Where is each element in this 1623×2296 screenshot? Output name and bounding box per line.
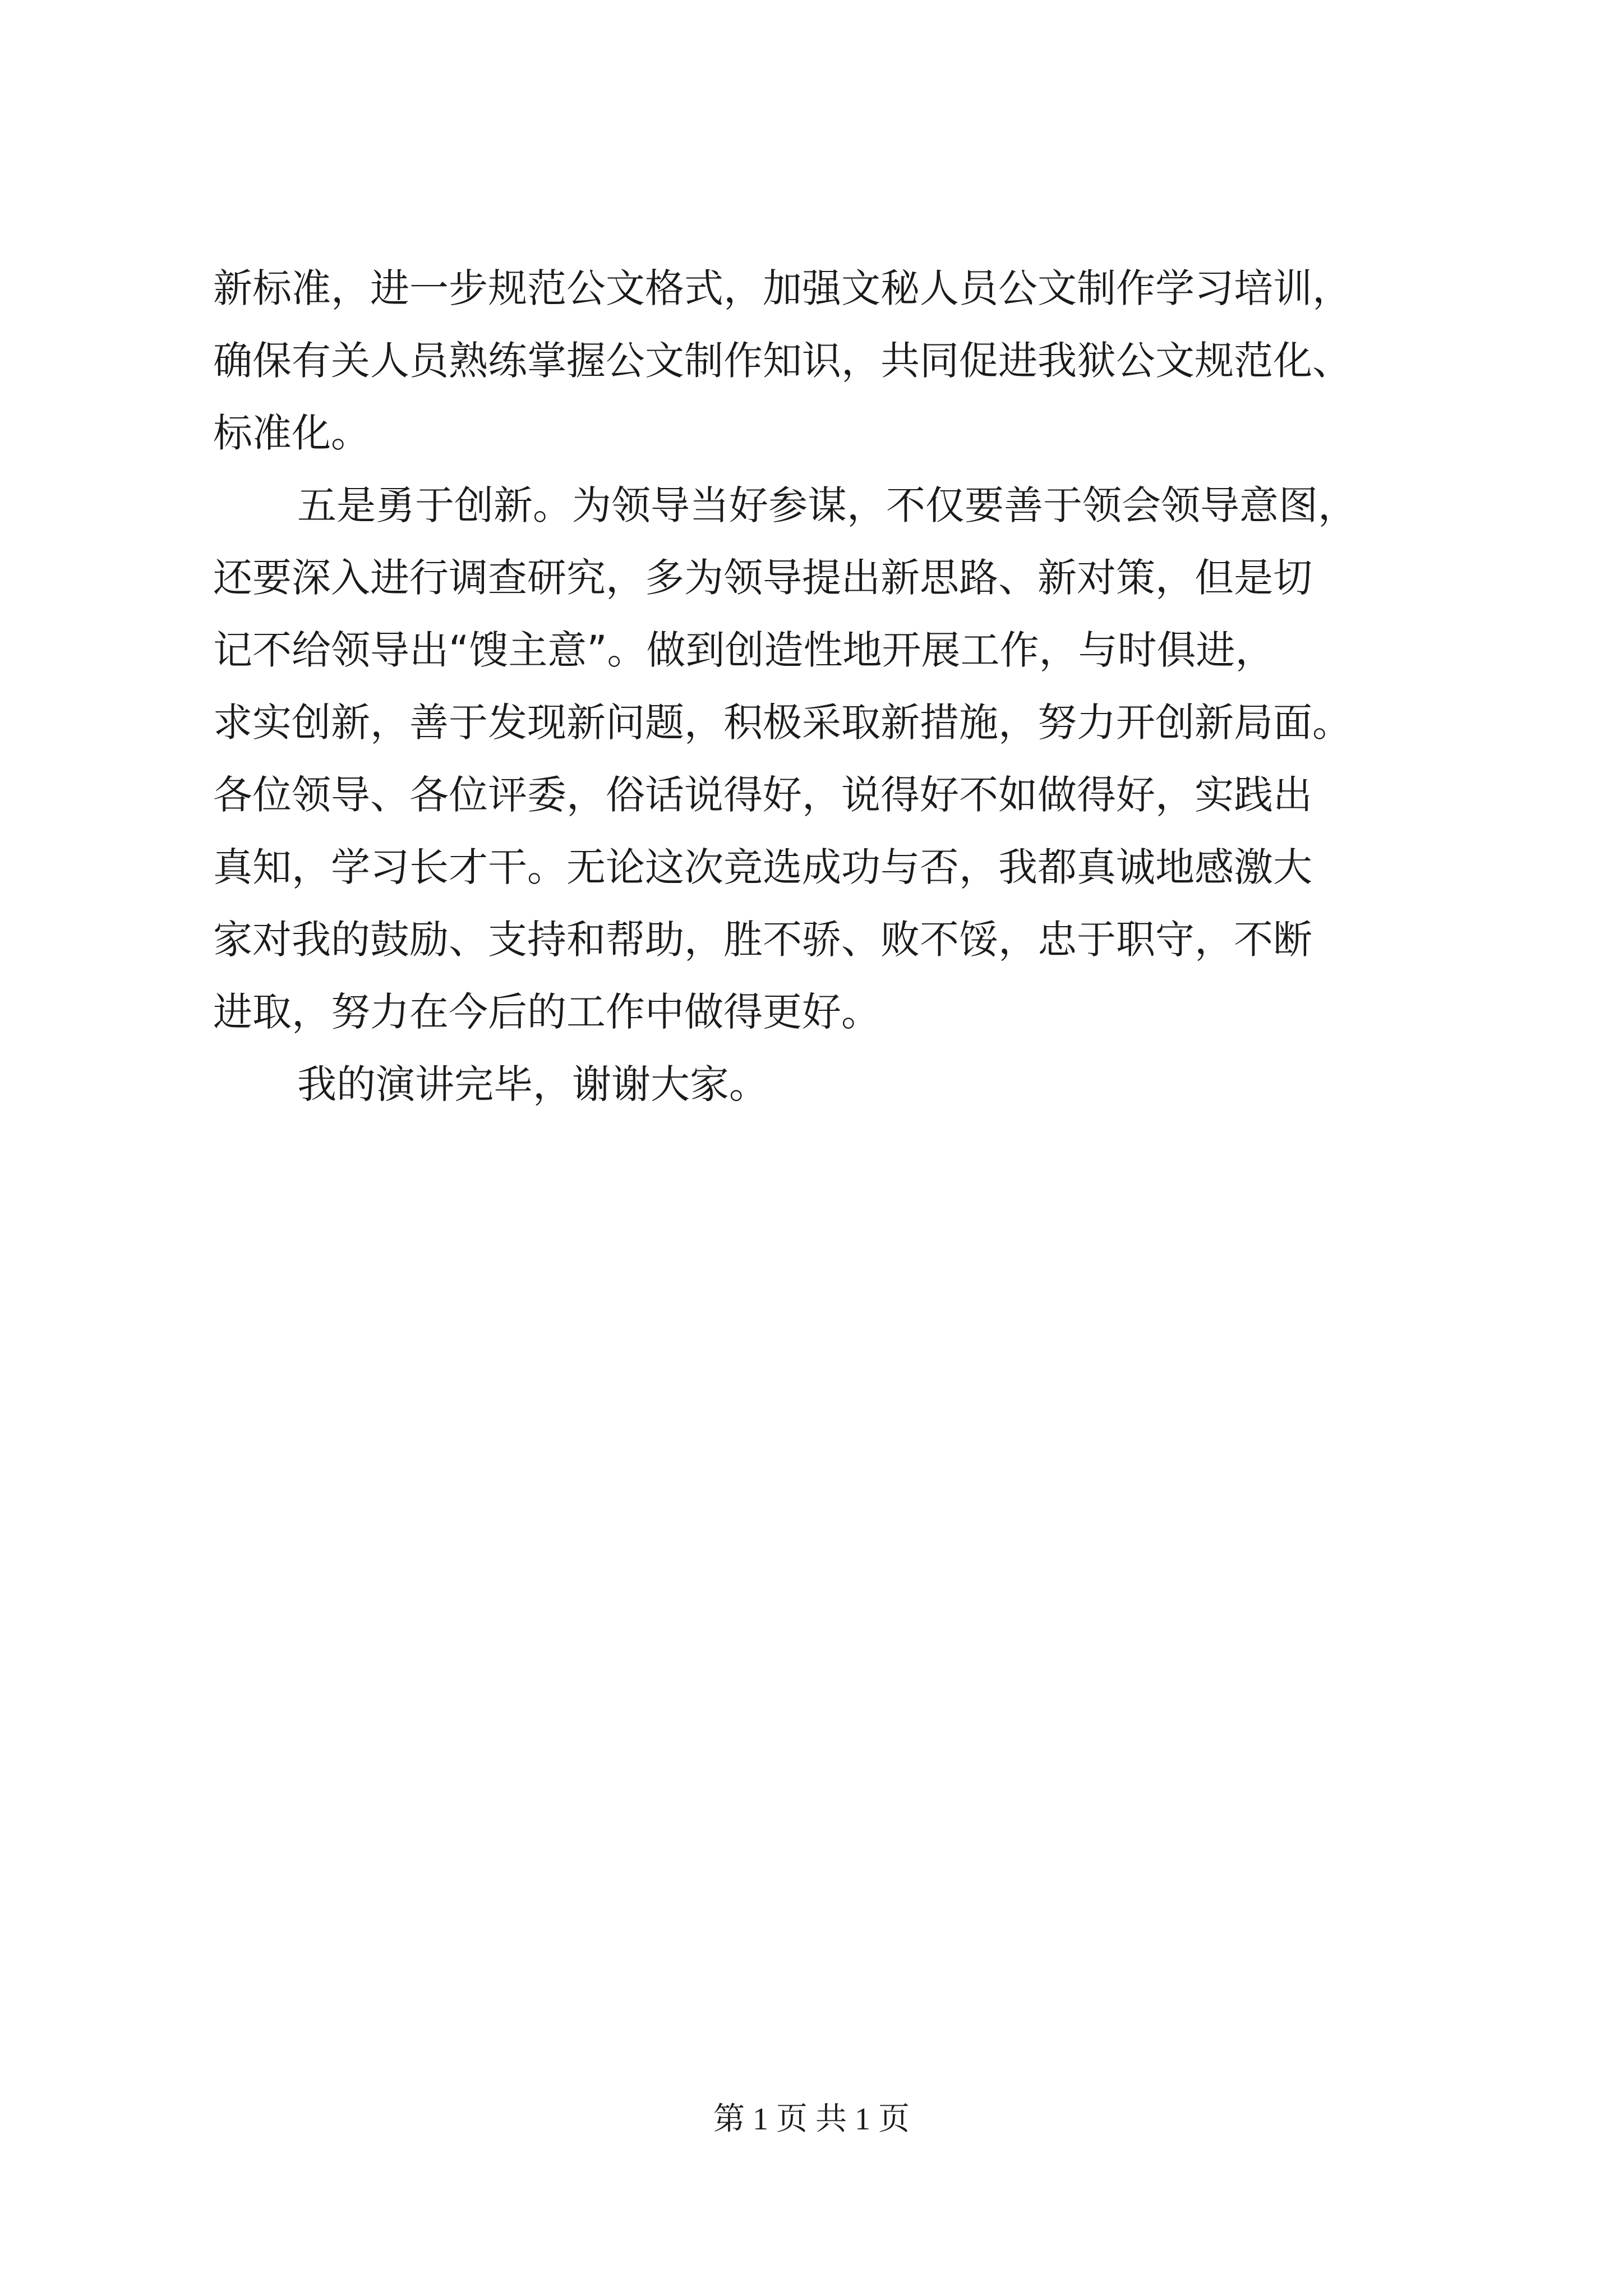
text-line: 新标准，进一步规范公文格式，加强文秘人员公文制作学习培训， [213,265,1352,311]
text-line: 求实创新，善于发现新问题，积极采取新措施，努力开创新局面。 [213,700,1352,746]
text-line: 进取，努力在今后的工作中做得更好。 [213,989,880,1035]
text-line: 还要深入进行调查研究，多为领导提出新思路、新对策，但是切 [213,555,1312,601]
text-line: 家对我的鼓励、支持和帮助，胜不骄、败不馁，忠于职守，不断 [213,917,1312,963]
text-line: 确保有关人员熟练掌握公文制作知识，共同促进我狱公文规范化、 [213,338,1352,384]
document-body [213,252,1475,1121]
page-number-footer: 第 1 页 共 1 页 [713,2102,910,2137]
text-line: 各位领导、各位评委，俗话说得好，说得好不如做得好，实践出 [213,772,1312,818]
closing-line: 我的演讲完毕，谢谢大家。 [297,1061,768,1107]
text-line: 标准化。 [213,410,370,456]
text-line: 记不给领导出“馊主意”。做到创造性地开展工作，与时俱进， [213,627,1275,673]
text-line: 真知，学习长才干。无论这次竞选成功与否，我都真诚地感激大 [213,844,1312,890]
paragraph-start-line: 五是勇于创新。为领导当好参谋，不仅要善于领会领导意图， [297,482,1357,528]
